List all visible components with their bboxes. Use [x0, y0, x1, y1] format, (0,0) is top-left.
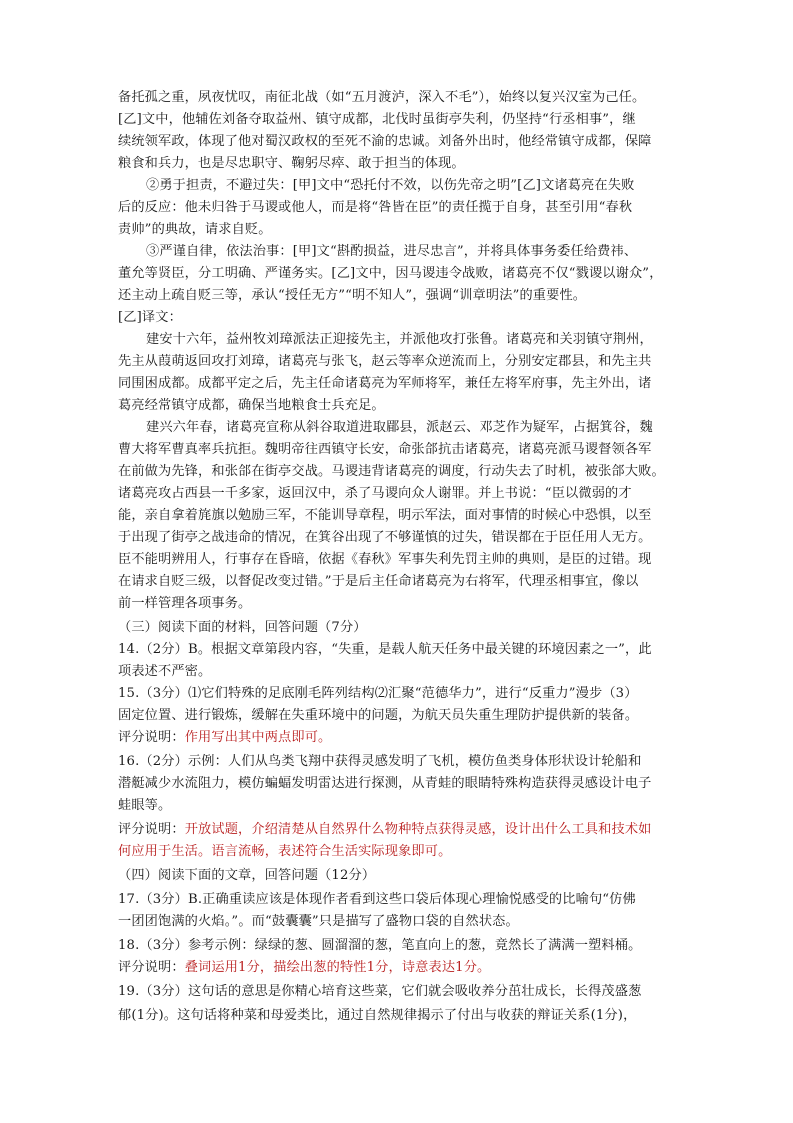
text-line: [118, 774, 688, 794]
line-text: （三）阅读下面的材料，回答问题（7分）: [118, 620, 367, 635]
line-text: 17.（3分）B.正确重读应该是体现作者看到这些口袋后体现心理愉悦感受的比喻句“仿佛: [118, 892, 636, 907]
text-line: [118, 154, 688, 174]
line-text: 评分说明：: [118, 822, 185, 837]
text-line: [118, 594, 688, 614]
text-line: [118, 88, 688, 108]
line-text: 评分说明：: [118, 730, 185, 745]
text-line: [118, 640, 688, 660]
line-text: ②勇于担责，不避过失：[甲]文中“恐托付不效，以伤先帝之明”[乙]文诸葛亮在失败: [146, 178, 635, 193]
line-text: 19.（3分）这句话的意思是你精心培育这些菜，它们就会吸收养分茁壮成长，长得茂盛葱: [118, 984, 642, 999]
line-text: 先主从葭萌返回攻打刘璋，诸葛亮与张飞，赵云等率众逆流而上，分别安定郡县，和先主共: [118, 354, 652, 369]
line-text: 同围困成都。成都平定之后，先主任命诸葛亮为军师将军，兼任左将军府事，先主外出，诸: [118, 376, 652, 391]
line-text: 14.（2分）B。根据文章第段内容，“失重，是载人航天任务中最关键的环境因素之一”，此: [118, 642, 652, 657]
text-line: [118, 842, 688, 862]
line-text: 15.（3分）⑴它们特殊的足底刚毛阵列结构⑵汇聚“范德华力”，进行“反重力”漫步（3）: [118, 686, 638, 701]
text-line: [118, 820, 688, 840]
text-line: [118, 462, 688, 482]
line-text: 葛亮经常镇守成都，确保当地粮食士兵充足。: [118, 398, 385, 413]
text-line: [118, 528, 688, 548]
line-text: 一团团饱满的火焰。”。而“鼓囊囊”只是描写了盛物口袋的自然状态。: [118, 914, 519, 929]
text-line: [118, 264, 688, 284]
line-text: 评分说明：: [118, 960, 185, 975]
line-text: 蛙眼等。: [118, 798, 172, 813]
text-line: [146, 176, 716, 196]
text-line: [118, 484, 688, 504]
text-line: [118, 706, 688, 726]
text-line: [118, 572, 688, 592]
text-line: [118, 198, 688, 218]
line-text: 建安十六年，益州牧刘璋派法正迎接先主，并派他攻打张鲁。诸葛亮和关羽镇守荆州，: [146, 332, 653, 347]
line-text: （四）阅读下面的文章，回答问题（12分）: [118, 868, 376, 883]
text-line: [146, 242, 716, 262]
text-line: [118, 352, 688, 372]
line-text: [乙]译文：: [118, 310, 182, 325]
text-line: [118, 396, 688, 416]
text-line: [118, 684, 688, 704]
scoring-note-text: 何应用于生活。语言流畅，表述符合生活实际现象即可。: [118, 844, 452, 859]
text-line: [118, 506, 688, 526]
line-text: 诸葛亮攻占西县一千多家，返回汉中，杀了马谡向众人谢罪。并上书说：“臣以微弱的才: [118, 486, 632, 501]
line-text: ③严谨自律，依法治事：[甲]文“斟酌损益，进尽忠言”，并将具体事务委任给费祎、: [146, 244, 638, 259]
text-line: [118, 936, 688, 956]
text-line: [118, 662, 688, 682]
line-text: 责帅”的典故，请求自贬。: [118, 222, 272, 237]
line-text: 臣不能明辨用人，行事存在昏暗，依据《春秋》军事失利先罚主帅的典则，是臣的过错。现: [118, 552, 652, 567]
line-text: 续统领军政，体现了他对蜀汉政权的至死不渝的忠诚。刘备外出时，他经常镇守成都，保障: [118, 134, 652, 149]
text-line: [118, 982, 688, 1002]
line-text: 还主动上疏自贬三等，承认“授任无方”“明不知人”，强调“训章明法”的重要性。: [118, 288, 587, 303]
line-text: 在前做为先锋，和张郃在街亭交战。马谡违背诸葛亮的调度，行动失去了时机，被张郃大败。: [118, 464, 665, 479]
line-text: 备托孤之重，夙夜忧叹，南征北战（如“五月渡泸，深入不毛”），始终以复兴汉室为己任。: [118, 90, 646, 105]
scoring-note-text: 叠词运用1分，描绘出葱的特性1分，诗意表达1分。: [184, 960, 491, 975]
line-text: 16.（2分）示例：人们从鸟类飞翔中获得灵感发明了飞机，模仿鱼类身体形状设计轮船和: [118, 754, 642, 769]
text-line: [118, 550, 688, 570]
text-line: [146, 330, 716, 350]
line-text: 在请求自贬三级，以督促改变过错。”于是后主任命诸葛亮为右将军，代理丞相事宜，像以: [118, 574, 639, 589]
line-text: 前一样管理各项事务。: [118, 596, 252, 611]
line-text: 固定位置、进行锻炼，缓解在失重环境中的问题，为航天员失重生理防护提供新的装备。: [118, 708, 639, 723]
text-line: [118, 374, 688, 394]
line-text: 能，亲自拿着旄旗以勉励三军，不能训导章程，明示军法，面对事情的时候心中恐惧，以至: [118, 508, 652, 523]
text-line: [118, 220, 688, 240]
text-line: [118, 308, 688, 328]
text-line: [118, 618, 688, 638]
text-line: [118, 866, 688, 886]
line-text: 曹大将军曹真率兵抗拒。魏明帝往西镇守长安，命张郃抗击诸葛亮，诸葛亮派马谡督领各军: [118, 442, 652, 457]
line-text: 项表述不严密。: [118, 664, 212, 679]
line-text: 粮食和兵力，也是尽忠职守、鞠躬尽瘁、敢于担当的体现。: [118, 156, 465, 171]
text-line: [118, 1006, 688, 1026]
text-line: [118, 440, 688, 460]
line-text: [乙]文中，他辅佐刘备夺取益州、镇守成都，北伐时虽街亭失利，仍坚持“行丞相事”，继: [118, 112, 636, 127]
scoring-note-text: 作用写出其中两点即可。: [184, 730, 332, 745]
line-text: 董允等贤臣，分工明确、严谨务实。[乙]文中，因马谡违令战败，诸葛亮不仅“戮谡以谢众”，: [118, 266, 663, 281]
text-line: [118, 796, 688, 816]
text-line: [118, 752, 688, 772]
scoring-note-text: 开放试题，介绍清楚从自然界什么物种特点获得灵感，设计出什么工具和技术如: [184, 822, 652, 837]
text-line: [118, 912, 688, 932]
line-text: 潜艇减少水流阻力，模仿蝙蝠发明雷达进行探测，从青蛙的眼睛特殊构造获得灵感设计电子: [118, 776, 652, 791]
text-line: [118, 890, 688, 910]
text-line: [118, 958, 688, 978]
text-line: [118, 132, 688, 152]
line-text: 于出现了街亭之战违命的情况，在箕谷出现了不够谨慎的过失，错误都在于臣任用人无方。: [118, 530, 652, 545]
text-line: [118, 286, 688, 306]
line-text: 18.（3分）参考示例：绿绿的葱、圆溜溜的葱，笔直向上的葱，竟然长了满满一塑料桶。: [118, 938, 642, 953]
line-text: 后的反应：他未归咎于马谡或他人，而是将“咎皆在臣”的责任揽于自身，甚至引用“春秋: [118, 200, 633, 215]
line-text: 建兴六年春，诸葛亮宣称从斜谷取道进取郿县，派赵云、邓芝作为疑军，占据箕谷，魏: [146, 420, 653, 435]
text-line: [118, 728, 688, 748]
line-text: 郁(1分)。这句话将种菜和母爱类比，通过自然规律揭示了付出与收获的辩证关系(1分)，: [118, 1008, 637, 1023]
text-line: [118, 110, 688, 130]
text-line: [146, 418, 716, 438]
